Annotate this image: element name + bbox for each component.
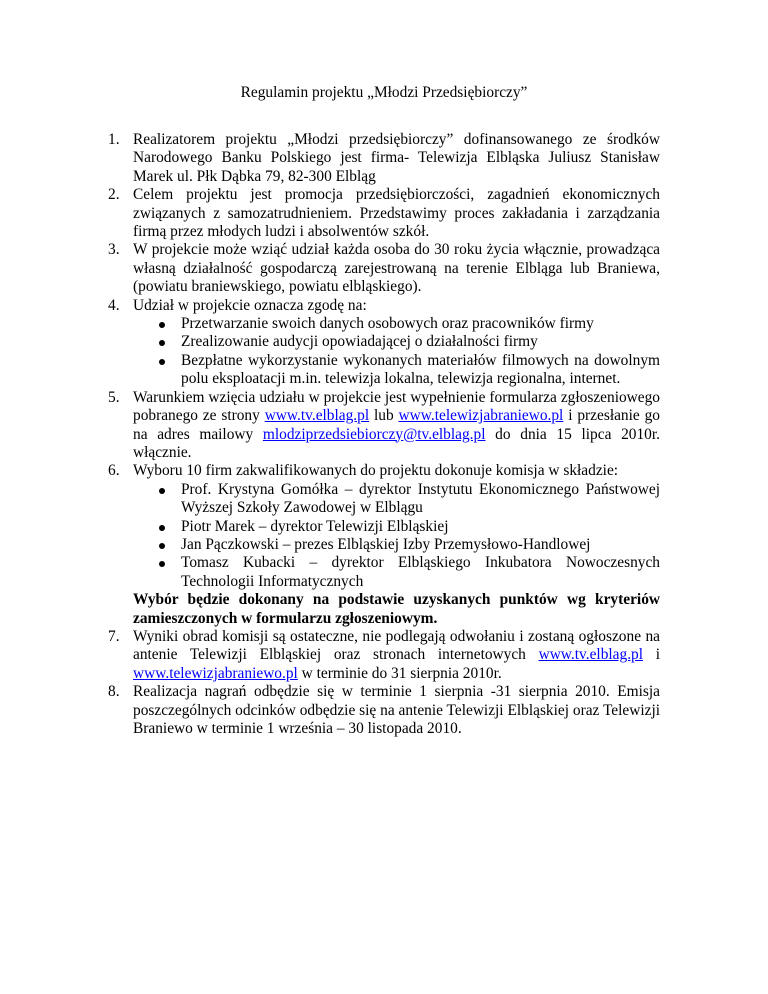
bullet-icon — [159, 488, 165, 494]
bullet-text: Zrealizowanie audycji opowiadającej o działalności firmy — [181, 333, 538, 351]
rule-item-2 — [108, 186, 660, 241]
rule-item-5 — [108, 389, 660, 463]
rule-item-7 — [108, 628, 660, 683]
tv-elblag-link[interactable]: www.tv.elblag.pl — [538, 646, 644, 664]
rule-text: Realizacja nagrań odbędzie się w terminie 1 sierpnia -31 sierpnia 2010. Emisja poszczególnych odcinków odbędzie się na antenie Telewizji Elbląskiej oraz Telewizji Braniewo w terminie 1 września – 30 listopada 2010. — [133, 683, 660, 737]
rule-text: Realizatorem projektu „Młodzi przedsiębiorczy” dofinansowanego ze środków Narodowego Banku Polskiego jest firma- Telewizja Elbląska Juliusz Stanisław Marek ul. Płk Dąbka 79, 82-300 Elbląg — [133, 131, 660, 185]
bullet-icon — [159, 543, 165, 549]
rule-text: Udział w projekcie oznacza zgodę na: — [133, 296, 367, 314]
rule-number: 6. — [108, 462, 120, 480]
bullet-icon — [159, 525, 165, 531]
bullet-icon — [159, 359, 165, 365]
bullet-text: Bezpłatne wykorzystanie wykonanych materiałów filmowych na dowolnym polu eksploatacji m.in. telewizja lokalna, telewizja regionalna, internet. — [181, 351, 660, 388]
bullet-text: Tomasz Kubacki – dyrektor Elbląskiego Inkubatora Nowoczesnych Technologii Informatycznych — [181, 554, 660, 590]
rule-number: 4. — [108, 296, 120, 314]
rule-number: 2. — [108, 186, 120, 204]
rule-text-part: Warunkiem wzięcia udziału w projekcie jest wypełnienie formularza zgłoszeniowego pobranego ze strony — [133, 388, 660, 425]
rule-text-part: w terminie do 31 sierpnia 2010r. — [297, 664, 502, 682]
tv-elblag-link[interactable]: www.tv.elblag.pl — [264, 407, 370, 425]
rule-text: W projekcie może wziąć udział każda osoba do 30 roku życia włącznie, prowadząca własną działalność gospodarczą zarejestrowaną na terenie Elbląga lub Braniewa, (powiatu braniewskiego, powiatu elbląskiego). — [133, 241, 660, 296]
bullet-text: Prof. Krystyna Gomółka – dyrektor Instytutu Ekonomicznego Państwowej Wyższej Szkoły Zawodowej w Elblągu — [181, 480, 660, 517]
committee-list — [133, 481, 660, 591]
bullet-icon — [159, 561, 165, 567]
committee-member — [133, 481, 660, 518]
rule-text — [133, 628, 660, 683]
bullet-text: Przetwarzanie swoich danych osobowych oraz pracowników firmy — [181, 315, 594, 333]
bullet-icon — [159, 340, 165, 346]
rule-text-part: i — [643, 646, 660, 664]
committee-member — [133, 518, 660, 536]
rule-number: 8. — [108, 683, 120, 701]
consent-list — [133, 315, 660, 389]
email-link[interactable]: mlodziprzedsiebiorczy@tv.elblag.pl — [262, 425, 486, 443]
rule-number: 3. — [108, 241, 120, 259]
rule-text-part: i przesłanie go na adres mailowy — [133, 407, 660, 443]
telewizja-braniewo-link[interactable]: www.telewizjabraniewo.pl — [398, 407, 564, 425]
rule-number: 1. — [108, 131, 120, 148]
telewizja-braniewo-link[interactable]: www.telewizjabraniewo.pl — [133, 664, 298, 682]
rule-text-part: do dnia 15 lipca 2010r. włącznie. — [133, 425, 660, 461]
rule-text: Celem projektu jest promocja przedsiębiorczości, zagadnień ekonomicznych związanych z samozatrudnieniem. Przedstawimy proces zakładania i zarządzania firmą przez młodych ludzi i absolwentów szkół. — [133, 186, 660, 241]
rule-text-part: lub — [369, 407, 399, 425]
consent-item — [133, 352, 660, 389]
rule-item-4 — [108, 297, 660, 389]
rule-number: 7. — [108, 627, 120, 645]
rule-text: Wyboru 10 firm zakwalifikowanych do projektu dokonuje komisja w składzie: — [133, 462, 619, 480]
consent-item — [133, 315, 660, 333]
rule-number: 5. — [108, 388, 120, 406]
committee-member — [133, 554, 660, 591]
committee-member — [133, 536, 660, 554]
rule-item-1 — [108, 131, 660, 186]
rule-item-8 — [108, 683, 660, 738]
bullet-icon — [159, 322, 165, 328]
rule-item-6 — [108, 462, 660, 628]
selection-note: Wybór będzie dokonany na podstawie uzyskanych punktów wg kryteriów zamieszczonych w formularzu zgłoszeniowym. — [133, 591, 660, 627]
document-title: Regulamin projektu „Młodzi Przedsiębiorczy” — [240, 84, 528, 101]
rule-text-part: Wyniki obrad komisji są ostateczne, nie podlegają odwołaniu i zostaną ogłoszone na antenie Telewizji Elbląskiej oraz stronach internetowych — [133, 627, 660, 664]
rule-item-3 — [108, 241, 660, 296]
rules-list — [108, 131, 660, 738]
bullet-text: Jan Pączkowski – prezes Elbląskiej Izby Przemysłowo-Handlowej — [181, 535, 591, 553]
rule-text — [133, 389, 660, 463]
consent-item — [133, 333, 660, 351]
bullet-text: Piotr Marek – dyrektor Telewizji Elbląskiej — [181, 517, 449, 535]
